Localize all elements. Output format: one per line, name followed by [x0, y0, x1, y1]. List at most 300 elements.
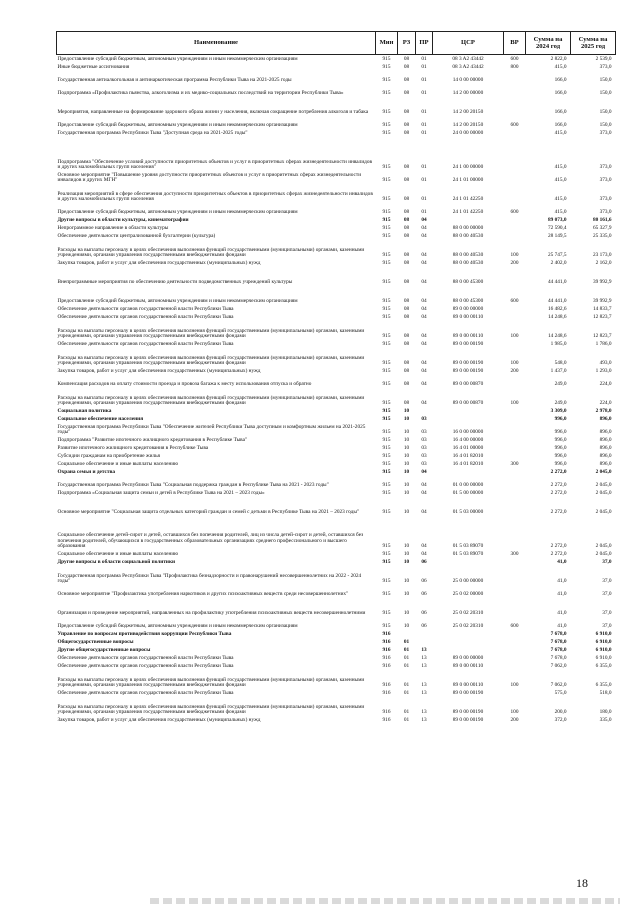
row-pr: 04 [421, 490, 427, 497]
row-rz: 10 [403, 543, 410, 550]
row-vr [504, 436, 526, 444]
row-sum-2024: 996,0 [554, 461, 567, 468]
row-min: 915 [382, 429, 391, 436]
row-sum-2025: 224,0 [599, 381, 612, 388]
row-rz: 08 [403, 252, 410, 259]
row-csr: 01 0 00 00000 [452, 482, 484, 489]
row-pr: 03 [421, 437, 427, 444]
row-rz: 08 [403, 209, 410, 216]
row-pr: 13 [421, 655, 427, 662]
row-pr: 13 [421, 690, 427, 697]
row-sum-2025: 1 786,0 [595, 341, 612, 348]
row-sum-2025: 37,0 [602, 610, 612, 617]
row-min: 915 [382, 341, 391, 348]
row-name: Мероприятия, направленные на формирование здорового образа жизни у населения, включая сокращение потребления алкоголя и табака [57, 109, 369, 116]
row-pr: 04 [421, 368, 427, 375]
row-sum-2025: 896,0 [599, 453, 612, 460]
row-min: 915 [382, 490, 391, 497]
header-sum-2025: Сумма на 2025 год [571, 32, 616, 55]
row-vr [504, 516, 526, 550]
row-csr: 25 0 02 00000 [452, 591, 484, 598]
row-csr: 14 2 00 20150 [452, 122, 484, 129]
row-vr [504, 468, 526, 476]
row-csr: 24 1 01 42250 [452, 209, 484, 216]
row-sum-2024: 415,0 [554, 64, 567, 71]
row-sum-2025: 25 335,0 [592, 233, 612, 240]
row-pr: 04 [421, 543, 427, 550]
row-rz: 10 [403, 490, 410, 497]
row-rz: 01 [403, 663, 410, 670]
table-row [57, 436, 616, 444]
row-pr: 04 [421, 225, 427, 232]
row-min: 916 [382, 717, 391, 724]
table-row [57, 63, 616, 71]
table-row [57, 598, 616, 617]
row-pr: 01 [421, 177, 427, 184]
row-min: 915 [382, 64, 391, 71]
row-sum-2024: 28 149,5 [547, 233, 567, 240]
row-name: Государственная программа Республики Тыва "Профилактика безнадзорности и правонарушений несовершеннолетних на 2022 - 2024 годы" [57, 572, 362, 585]
row-rz: 10 [403, 416, 410, 423]
row-csr: 24 1 01 42250 [452, 196, 484, 203]
header-min: Мин [376, 32, 398, 55]
header-name: Наименование [57, 32, 376, 55]
row-name: Организация и проведение мероприятий, направленных на профилактику употребления психоактивных веществ несовершеннолетними [57, 610, 366, 617]
row-vr: 100 [510, 709, 519, 716]
row-csr: 25 0 02 20310 [452, 623, 484, 630]
row-min: 916 [382, 631, 391, 638]
row-sum-2024: 415,0 [554, 209, 567, 216]
row-sum-2025: 896,0 [599, 461, 612, 468]
row-rz: 08 [403, 298, 410, 305]
row-rz [398, 630, 416, 638]
row-vr: 100 [510, 682, 519, 689]
row-sum-2024: 2 272,0 [550, 482, 567, 489]
row-sum-2024: 548,0 [554, 360, 567, 367]
row-pr: 04 [421, 400, 427, 407]
row-rz: 08 [403, 381, 410, 388]
row-csr: 01 5 03 89070 [452, 551, 484, 558]
row-min: 915 [382, 453, 391, 460]
row-pr [416, 407, 433, 415]
row-vr [504, 585, 526, 598]
row-sum-2024: 996,0 [554, 429, 567, 436]
row-sum-2024: 7 678,0 [550, 639, 567, 646]
row-rz: 10 [403, 509, 410, 516]
table-row [57, 689, 616, 697]
row-sum-2024: 575,0 [554, 690, 567, 697]
row-rz: 08 [403, 217, 410, 224]
table-row [57, 129, 616, 137]
row-vr: 600 [510, 298, 519, 305]
row-min: 915 [382, 360, 391, 367]
row-name: Закупка товаров, работ и услуг для обеспечения государственных (муниципальных) нужд [57, 368, 261, 375]
row-min: 915 [382, 314, 391, 321]
table-row [57, 654, 616, 662]
row-sum-2025: 150,0 [599, 90, 612, 97]
row-min: 915 [382, 610, 391, 617]
row-sum-2025: 2 045,0 [595, 543, 612, 550]
row-vr [504, 216, 526, 224]
row-sum-2024: 2 402,0 [550, 260, 567, 267]
row-csr: 14 0 00 00000 [452, 77, 484, 84]
row-sum-2025: 224,0 [599, 400, 612, 407]
table-row [57, 468, 616, 476]
row-min: 915 [382, 177, 391, 184]
row-rz: 10 [403, 445, 410, 452]
row-csr: 89 0 00 00110 [452, 314, 484, 321]
row-vr [504, 497, 526, 516]
row-sum-2025: 37,0 [602, 559, 612, 566]
row-min: 915 [382, 416, 391, 423]
row-sum-2024: 415,0 [554, 164, 567, 171]
row-min: 915 [382, 252, 391, 259]
row-pr: 04 [421, 360, 427, 367]
table-row [57, 97, 616, 116]
row-pr: 13 [421, 663, 427, 670]
row-min: 915 [382, 77, 391, 84]
row-sum-2024: 415,0 [554, 130, 567, 137]
row-rz: 01 [403, 717, 410, 724]
scan-artifact-edge [150, 898, 620, 904]
budget-table [56, 31, 616, 724]
row-min: 915 [382, 469, 391, 476]
row-csr: 88 0 00 40530 [452, 233, 484, 240]
table-row [57, 203, 616, 216]
row-csr: 01 5 03 00000 [452, 509, 484, 516]
row-csr: 89 0 00 00190 [452, 368, 484, 375]
row-csr: 14 2 00 00000 [452, 90, 484, 97]
row-sum-2025: 2 045,0 [595, 490, 612, 497]
row-csr: 24 1 01 00000 [452, 177, 484, 184]
row-vr [504, 71, 526, 84]
row-rz: 08 [403, 77, 410, 84]
row-pr: 04 [421, 298, 427, 305]
row-pr: 06 [421, 623, 427, 630]
row-sum-2025: 180,0 [599, 709, 612, 716]
row-csr [433, 646, 504, 654]
row-sum-2025: 518,0 [599, 690, 612, 697]
row-sum-2024: 2 272,0 [550, 543, 567, 550]
row-sum-2025: 6 355,0 [595, 663, 612, 670]
row-name: Расходы на выплаты персоналу в целях обеспечения выполнения функций государственными (муниципальными) органами, казенными учреждениями, органами управления государственными внебюджетными фондами [57, 703, 365, 716]
row-name: Обеспечение деятельности централизованной бухгалтерии (культура) [57, 233, 216, 240]
row-name: Государственная программа Республики Тыва "Обеспечение жителей Республики Тыва доступным и комфортным жильем на 2021-2025 годы" [57, 423, 366, 436]
row-rz: 08 [403, 400, 410, 407]
row-sum-2025: 6 355,0 [595, 682, 612, 689]
row-name: Расходы на выплаты персоналу в целях обеспечения выполнения функций государственными (муниципальными) органами, казенными учреждениями, органами управления государственными внебюджетными фондами [57, 246, 365, 259]
row-vr: 100 [510, 333, 519, 340]
row-pr: 04 [421, 341, 427, 348]
row-name: Расходы на выплаты персоналу в целях обеспечения выполнения функций государственными (муниципальными) органами, казенными учреждениями, органами управления государственными внебюджетными фондами [57, 676, 365, 689]
row-sum-2024: 89 073,0 [547, 217, 567, 224]
row-vr: 100 [510, 360, 519, 367]
table-row [57, 340, 616, 348]
row-min: 916 [382, 639, 391, 646]
table-row [57, 617, 616, 630]
row-sum-2024: 166,0 [554, 77, 567, 84]
row-pr: 04 [421, 381, 427, 388]
row-rz: 08 [403, 360, 410, 367]
table-row [57, 585, 616, 598]
table-row [57, 184, 616, 203]
row-vr: 200 [510, 717, 519, 724]
header-pr: ПР [416, 32, 433, 55]
row-vr [504, 566, 526, 585]
table-row [57, 558, 616, 566]
row-rz: 08 [403, 164, 410, 171]
row-vr: 200 [510, 260, 519, 267]
row-csr: 89 0 00 00870 [452, 381, 484, 388]
row-sum-2024: 14 248,6 [547, 314, 567, 321]
row-csr: 08 3 A2 43442 [452, 56, 484, 63]
row-name: Социальное обеспечение и иные выплаты населению [57, 551, 179, 558]
row-sum-2025: 373,0 [599, 164, 612, 171]
row-min: 915 [382, 122, 391, 129]
row-rz: 10 [403, 578, 410, 585]
table-row [57, 423, 616, 436]
row-name: Иные бюджетные ассигнования [57, 64, 130, 71]
row-rz: 08 [403, 279, 410, 286]
row-rz: 08 [403, 196, 410, 203]
row-sum-2025: 39 992,9 [592, 298, 612, 305]
row-sum-2024: 166,0 [554, 109, 567, 116]
row-name: Государственная антиалкогольная и антинаркотическая программа Республики Тыва на 2021-2025 годы [57, 77, 292, 84]
row-name: Предоставление субсидий бюджетным, автономным учреждениям и иным некоммерческим организациям [57, 623, 298, 630]
row-min: 915 [382, 543, 391, 550]
row-vr [504, 305, 526, 313]
row-sum-2024: 2 822,0 [550, 56, 567, 63]
row-pr: 01 [421, 109, 427, 116]
row-csr [433, 407, 504, 415]
row-name: Подпрограмма «Профилактика пьянства, алкоголизма и их медико-социальных последствий на территории Республики Тыва» [57, 90, 344, 97]
row-sum-2024: 415,0 [554, 196, 567, 203]
row-min: 916 [382, 709, 391, 716]
row-csr: 89 0 00 00000 [452, 306, 484, 313]
row-name: Другие общегосударственные вопросы [57, 647, 151, 654]
table-row [57, 460, 616, 468]
row-sum-2024: 996,0 [554, 453, 567, 460]
row-pr: 13 [421, 717, 427, 724]
row-vr [504, 630, 526, 638]
row-csr: 16 4 01 82010 [452, 461, 484, 468]
row-sum-2024: 996,0 [554, 416, 567, 423]
row-sum-2024: 7 678,0 [550, 631, 567, 638]
row-sum-2024: 16 482,6 [547, 306, 567, 313]
table-row [57, 388, 616, 407]
row-sum-2025: 2 045,0 [595, 551, 612, 558]
header-vr: ВР [504, 32, 526, 55]
row-min: 915 [382, 381, 391, 388]
row-sum-2025: 12 823,7 [592, 314, 612, 321]
row-sum-2024: 415,0 [554, 177, 567, 184]
row-sum-2025: 65 327,9 [592, 225, 612, 232]
row-csr: 01 5 03 89070 [452, 543, 484, 550]
table-row [57, 516, 616, 550]
row-rz: 10 [403, 461, 410, 468]
row-min: 915 [382, 260, 391, 267]
row-pr: 04 [421, 252, 427, 259]
table-row [57, 55, 616, 64]
table-row [57, 71, 616, 84]
page-number: 18 [576, 876, 588, 890]
header-csr: ЦСР [433, 32, 504, 55]
row-pr: 01 [421, 209, 427, 216]
table-row [57, 367, 616, 375]
table-row [57, 375, 616, 388]
row-min: 915 [382, 437, 391, 444]
row-vr [504, 558, 526, 566]
row-sum-2024: 372,0 [554, 717, 567, 724]
row-csr: 89 0 00 00000 [452, 655, 484, 662]
row-name: Социальная политика [57, 408, 112, 415]
row-pr: 06 [421, 578, 427, 585]
row-name: Предоставление субсидий бюджетным, автономным учреждениям и иным некоммерческим организациям [57, 122, 298, 129]
row-sum-2024: 44 441,0 [547, 298, 567, 305]
row-pr: 06 [421, 591, 427, 598]
row-name: Основное мероприятие "Социальная защита отдельных категорий граждан и семей с детьми в Республике Тыва на 2021 – 2023 годы" [57, 509, 360, 516]
row-pr: 01 [421, 56, 427, 63]
row-rz: 08 [403, 333, 410, 340]
row-vr [504, 638, 526, 646]
row-min: 915 [382, 209, 391, 216]
row-rz: 10 [403, 429, 410, 436]
row-vr [504, 137, 526, 171]
row-rz: 10 [403, 623, 410, 630]
row-name: Закупка товаров, работ и услуг для обеспечения государственных (муниципальных) нужд [57, 260, 261, 267]
row-name: Реализация мероприятий в сфере обеспечения доступности приоритетных объектов в приоритетных сферах жизнедеятельности инвалидов и других маломобильных групп населения [57, 190, 373, 203]
row-vr: 800 [510, 64, 519, 71]
row-vr [504, 84, 526, 97]
row-name: Обеспечение деятельности органов государственной власти Республики Тыва [57, 341, 234, 348]
row-rz: 08 [403, 314, 410, 321]
row-rz: 08 [403, 90, 410, 97]
row-pr: 03 [421, 445, 427, 452]
row-pr: 01 [421, 130, 427, 137]
row-sum-2025: 2 539,0 [595, 56, 612, 63]
row-pr: 04 [421, 551, 427, 558]
table-row [57, 116, 616, 129]
row-name: Другие вопросы в области социальной политики [57, 559, 176, 566]
row-rz: 01 [403, 647, 410, 654]
row-sum-2024: 72 590,4 [547, 225, 567, 232]
row-min: 915 [382, 591, 391, 598]
row-min: 915 [382, 368, 391, 375]
row-sum-2025: 896,0 [599, 429, 612, 436]
row-sum-2024: 3 309,0 [550, 408, 567, 415]
row-csr: 01 5 00 00000 [452, 490, 484, 497]
row-min: 915 [382, 279, 391, 286]
row-name: Предоставление субсидий бюджетным, автономным учреждениям и иным некоммерческим организациям [57, 56, 298, 63]
row-csr: 89 0 00 00190 [452, 717, 484, 724]
row-rz: 08 [403, 177, 410, 184]
row-name: Компенсация расходов на оплату стоимости проезда и провоза багажа к месту использования отпуска и обратно [57, 381, 312, 388]
row-min: 915 [382, 445, 391, 452]
row-min: 915 [382, 408, 391, 415]
row-sum-2025: 2 978,0 [595, 408, 612, 415]
row-sum-2025: 12 823,7 [592, 333, 612, 340]
row-vr [504, 340, 526, 348]
table-row [57, 662, 616, 670]
row-vr [504, 129, 526, 137]
row-csr: 16 4 01 00000 [452, 445, 484, 452]
row-sum-2025: 373,0 [599, 177, 612, 184]
row-min: 915 [382, 298, 391, 305]
row-name: Предоставление субсидий бюджетным, автономным учреждениям и иным некоммерческим организациям [57, 298, 298, 305]
row-sum-2025: 23 173,0 [592, 252, 612, 259]
row-vr [504, 598, 526, 617]
row-min: 915 [382, 578, 391, 585]
row-rz: 08 [403, 109, 410, 116]
row-vr [504, 423, 526, 436]
row-sum-2025: 2 162,0 [595, 260, 612, 267]
row-sum-2025: 373,0 [599, 64, 612, 71]
table-row [57, 497, 616, 516]
row-pr: 04 [421, 509, 427, 516]
table-row [57, 407, 616, 415]
row-sum-2024: 2 272,0 [550, 469, 567, 476]
row-min: 915 [382, 400, 391, 407]
row-pr: 01 [421, 164, 427, 171]
table-row [57, 452, 616, 460]
row-rz: 10 [403, 482, 410, 489]
table-body [57, 55, 616, 725]
row-rz: 08 [403, 233, 410, 240]
row-vr [504, 662, 526, 670]
row-name: Закупка товаров, работ и услуг для обеспечения государственных (муниципальных) нужд [57, 717, 261, 724]
row-name: Обеспечение деятельности органов государственной власти Республики Тыва [57, 663, 234, 670]
row-sum-2025: 373,0 [599, 209, 612, 216]
row-pr: 03 [421, 461, 427, 468]
row-name: Обеспечение деятельности органов государственной власти Республики Тыва [57, 306, 234, 313]
row-vr [504, 97, 526, 116]
header-sum-2024: Сумма на 2024 год [526, 32, 571, 55]
row-min: 915 [382, 196, 391, 203]
table-row [57, 84, 616, 97]
row-csr: 89 0 00 00190 [452, 341, 484, 348]
row-vr [504, 171, 526, 184]
row-sum-2025: 896,0 [599, 445, 612, 452]
row-sum-2024: 2 272,0 [550, 490, 567, 497]
row-min: 915 [382, 225, 391, 232]
row-csr: 88 0 00 40530 [452, 260, 484, 267]
row-name: Расходы на выплаты персоналу в целях обеспечения выполнения функций государственными (муниципальными) органами, казенными учреждениями, органами управления государственными внебюджетными фондами [57, 354, 365, 367]
row-pr: 04 [421, 482, 427, 489]
row-min: 915 [382, 306, 391, 313]
row-csr: 88 0 00 45300 [452, 298, 484, 305]
row-sum-2024: 7 062,0 [550, 682, 567, 689]
row-rz: 10 [403, 559, 410, 566]
row-csr: 88 0 00 00000 [452, 225, 484, 232]
row-rz: 08 [403, 225, 410, 232]
row-rz: 08 [403, 306, 410, 313]
row-csr: 14 2 00 20150 [452, 109, 484, 116]
row-vr [504, 313, 526, 321]
row-name: Охрана семьи и детства [57, 469, 115, 476]
row-pr: 01 [421, 90, 427, 97]
row-rz: 01 [403, 639, 410, 646]
row-pr: 01 [421, 64, 427, 71]
row-pr: 01 [421, 196, 427, 203]
row-vr [504, 654, 526, 662]
row-rz: 08 [403, 64, 410, 71]
row-pr: 01 [421, 77, 427, 84]
row-rz: 08 [403, 122, 410, 129]
row-rz: 01 [403, 709, 410, 716]
row-pr: 04 [421, 279, 427, 286]
row-sum-2025: 150,0 [599, 109, 612, 116]
row-sum-2025: 373,0 [599, 130, 612, 137]
